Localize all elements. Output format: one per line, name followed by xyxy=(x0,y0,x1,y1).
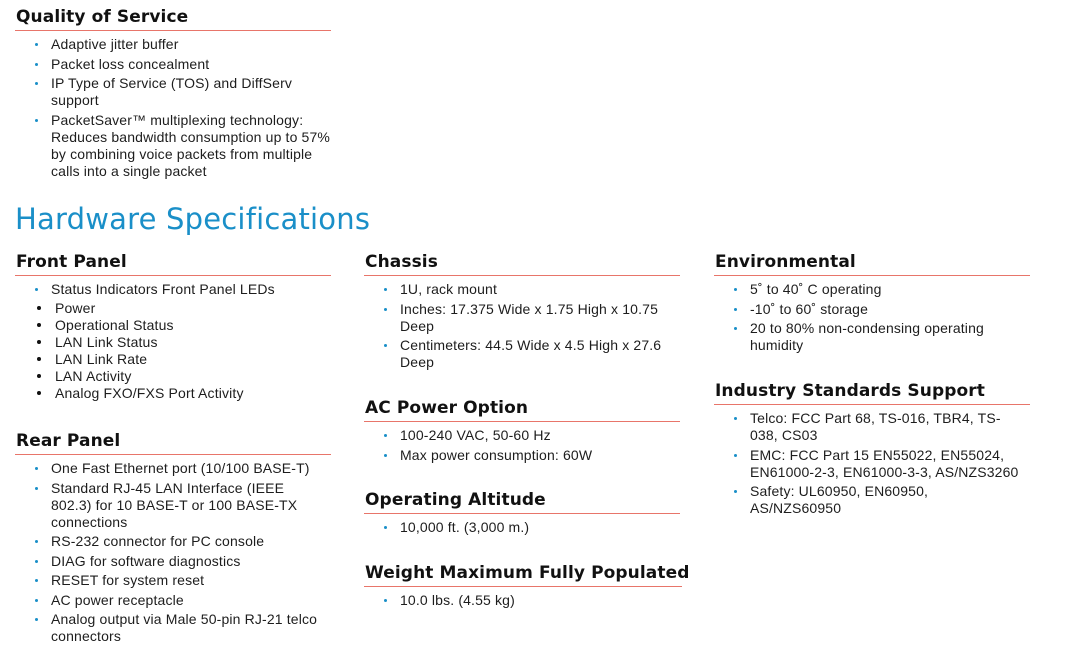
front-panel-list xyxy=(15,281,331,402)
list-item: 100-240 VAC, 50-60 Hz xyxy=(364,427,680,444)
list-item: Adaptive jitter buffer xyxy=(15,36,331,53)
list-item: RS-232 connector for PC console xyxy=(15,533,331,550)
standards-heading: Industry Standards Support xyxy=(714,381,1030,405)
chassis-section xyxy=(364,252,680,374)
rear-panel-section xyxy=(15,431,331,648)
list-item: PacketSaver™ multiplexing technology: Reduces bandwidth consumption up to 57% by combining voice packets from multiple calls into a single packet xyxy=(15,112,331,180)
list-item: Telco: FCC Part 68, TS-016, TBR4, TS-038, CS03 xyxy=(714,410,1030,444)
rear-panel-list xyxy=(15,460,331,645)
list-item: RESET for system reset xyxy=(15,572,331,589)
weight-section xyxy=(364,563,690,612)
environmental-heading: Environmental xyxy=(714,252,1030,276)
hardware-specifications-title: Hardware Specifications xyxy=(15,202,371,236)
altitude-section xyxy=(364,490,680,539)
sublist-item: LAN Link Status xyxy=(35,334,331,351)
rear-panel-heading: Rear Panel xyxy=(15,431,331,455)
list-item: 1U, rack mount xyxy=(364,281,680,298)
list-item: 10.0 lbs. (4.55 kg) xyxy=(364,592,682,609)
weight-list xyxy=(364,592,682,609)
front-panel-heading: Front Panel xyxy=(15,252,331,276)
list-item: Safety: UL60950, EN60950, AS/NZS60950 xyxy=(714,483,1030,517)
environmental-section xyxy=(714,252,1030,357)
standards-list xyxy=(714,410,1030,517)
sublist-item: Operational Status xyxy=(35,317,331,334)
altitude-list xyxy=(364,519,680,536)
list-item: Inches: 17.375 Wide x 1.75 High x 10.75 Deep xyxy=(364,301,680,335)
list-item: 20 to 80% non-condensing operating humidity xyxy=(714,320,1030,354)
front-panel-sublist xyxy=(35,300,331,402)
list-item: Max power consumption: 60W xyxy=(364,447,680,464)
front-panel-item: Status Indicators Front Panel LEDs xyxy=(51,281,275,297)
list-item: Analog output via Male 50-pin RJ-21 telco connectors xyxy=(15,611,331,645)
sublist-item: Power xyxy=(35,300,331,317)
sublist-item: LAN Activity xyxy=(35,368,331,385)
qos-heading: Quality of Service xyxy=(15,7,331,31)
sublist-item: Analog FXO/FXS Port Activity xyxy=(35,385,331,402)
qos-list xyxy=(15,36,331,180)
list-item: 10,000 ft. (3,000 m.) xyxy=(364,519,680,536)
list-item: AC power receptacle xyxy=(15,592,331,609)
list-item: One Fast Ethernet port (10/100 BASE-T) xyxy=(15,460,331,477)
list-item: Centimeters: 44.5 Wide x 4.5 High x 27.6 Deep xyxy=(364,337,680,371)
qos-section xyxy=(15,7,331,182)
list-item: -10˚ to 60˚ storage xyxy=(714,301,1030,318)
ac-power-section xyxy=(364,398,680,466)
list-item: Standard RJ-45 LAN Interface (IEEE 802.3) for 10 BASE-T or 100 BASE-TX connections xyxy=(15,480,331,531)
environmental-list xyxy=(714,281,1030,354)
standards-section xyxy=(714,381,1030,520)
chassis-list xyxy=(364,281,680,371)
list-item: 5˚ to 40˚ C operating xyxy=(714,281,1030,298)
ac-power-heading: AC Power Option xyxy=(364,398,680,422)
chassis-heading: Chassis xyxy=(364,252,680,276)
list-item: DIAG for software diagnostics xyxy=(15,553,331,570)
list-item: Packet loss concealment xyxy=(15,56,331,73)
front-panel-section xyxy=(15,252,331,405)
list-item: IP Type of Service (TOS) and DiffServ support xyxy=(15,75,331,109)
altitude-heading: Operating Altitude xyxy=(364,490,680,514)
list-item: EMC: FCC Part 15 EN55022, EN55024, EN61000-2-3, EN61000-3-3, AS/NZS3260 xyxy=(714,447,1030,481)
list-item xyxy=(15,281,331,402)
ac-power-list xyxy=(364,427,680,464)
weight-heading: Weight Maximum Fully Populated xyxy=(364,563,682,587)
sublist-item: LAN Link Rate xyxy=(35,351,331,368)
